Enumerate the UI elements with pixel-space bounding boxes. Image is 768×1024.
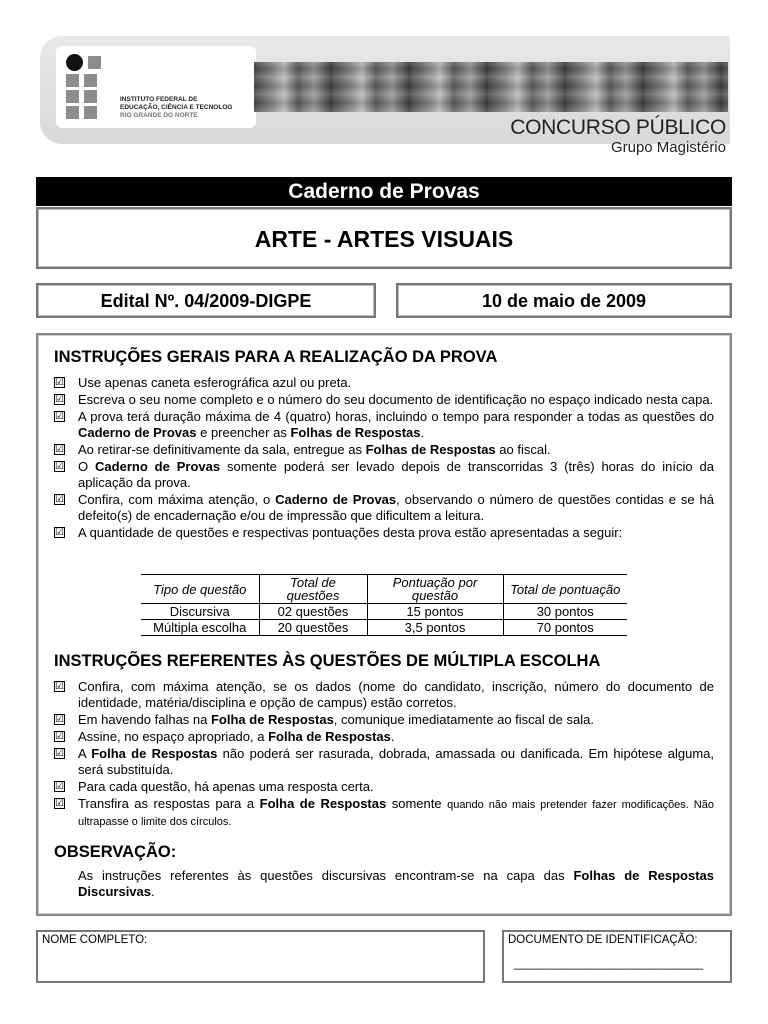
observation-heading: OBSERVAÇÃO: [54, 843, 177, 861]
list-item: ☑ Assine, no espaço apropriado, a Folha de Respostas. [55, 729, 395, 744]
document-field-label: DOCUMENTO DE IDENTIFICAÇÃO: [508, 934, 698, 946]
list-item: ☑ Use apenas caneta esferográfica azul ou preta. [55, 375, 352, 390]
table-row: Múltipla escolha 20 questões 3,5 pontos 70 pontos [141, 620, 627, 636]
grupo-subtitle: Grupo Magistério [610, 139, 726, 156]
list-item: ☑ Confira, com máxima atenção, o Caderno de Provas, observando o número de questões contidas e se há defeito(s) de encadernação e/ou de impressão que dificultem a leitura. [55, 492, 714, 523]
caderno-title: Caderno de Provas [36, 177, 732, 206]
list-item: ☑ Ao retirar-se definitivamente da sala, entregue as Folhas de Respostas ao fiscal. [55, 442, 551, 457]
list-item: ☑ A prova terá duração máxima de 4 (quatro) horas, incluindo o tempo para responder a todas as questões do Caderno de Provas e preencher as Folhas de Respostas. [55, 409, 714, 440]
list-item: ☑ Confira, com máxima atenção, se os dados (nome do candidato, inscrição, número do documento de identidade, matéria/disciplina e opção de campus) estão corretos. [55, 679, 714, 710]
logo-grid-icon [64, 52, 112, 122]
multiple-choice-heading: INSTRUÇÕES REFERENTES ÀS QUESTÕES DE MÚLTIPLA ESCOLHA [54, 652, 601, 670]
observation-text: As instruções referentes às questões discursivas encontram-se na capa das Folhas de Respostas Discursivas. [78, 868, 714, 899]
concurso-title: CONCURSO PÚBLICO [510, 116, 726, 139]
checkbox-icon: ☑ [55, 781, 64, 792]
list-item: ☑ Para cada questão, há apenas uma resposta certa. [55, 779, 374, 794]
document-field[interactable] [502, 930, 732, 983]
list-item: ☑ A Folha de Respostas não poderá ser rasurada, dobrada, amassada ou danificada. Em hipótese alguma, será substituída. [55, 746, 714, 777]
multiple-choice-list [54, 679, 714, 831]
list-item: ☑ Transfira as respostas para a Folha de Respostas somente quando não mais pretender fazer modificações. Não ultrapasse o limite dos círculos. [55, 796, 714, 828]
list-item: ☑ Escreva o seu nome completo e o número do seu documento de identificação no espaço indicado nesta capa. [55, 392, 714, 407]
checkbox-icon: ☑ [55, 681, 64, 692]
checkbox-icon: ☑ [55, 494, 64, 505]
photo-strip-image [254, 62, 728, 112]
subject-title: ARTE - ARTES VISUAIS [36, 207, 732, 269]
list-item: ☑ A quantidade de questões e respectivas pontuações desta prova estão apresentadas a seguir: [55, 525, 623, 540]
table-header: Total de pontuação [503, 575, 627, 604]
checkbox-icon: ☑ [55, 731, 64, 742]
checkbox-icon: ☑ [55, 461, 64, 472]
checkbox-icon: ☑ [55, 394, 64, 405]
list-item: ☑ Em havendo falhas na Folha de Respostas, comunique imediatamente ao fiscal de sala. [55, 712, 594, 727]
list-item: ☑ O Caderno de Provas somente poderá ser levado depois de transcorridas 3 (três) horas do início da aplicação da prova. [55, 459, 714, 490]
name-field[interactable] [36, 930, 485, 983]
name-field-label: NOME COMPLETO: [42, 934, 148, 946]
table-header: Tipo de questão [141, 575, 259, 604]
checkbox-icon: ☑ [55, 714, 64, 725]
table-row: Discursiva 02 questões 15 pontos 30 pontos [141, 604, 627, 620]
checkbox-icon: ☑ [55, 411, 64, 422]
checkbox-icon: ☑ [55, 798, 64, 809]
general-instructions-heading: INSTRUÇÕES GERAIS PARA A REALIZAÇÃO DA PROVA [54, 348, 498, 366]
document-line: ________________________________ [514, 958, 703, 970]
general-instructions-list [54, 375, 714, 542]
checkbox-icon: ☑ [55, 748, 64, 759]
institution-name: INSTITUTO FEDERAL DE EDUCAÇÃO, CIÊNCIA E TECNOLOG RIO GRANDE DO NORTE [120, 96, 233, 119]
score-table [141, 574, 627, 636]
edital-number: Edital Nº. 04/2009-DIGPE [36, 283, 376, 318]
table-header: Pontuação por questão [367, 575, 503, 604]
checkbox-icon: ☑ [55, 527, 64, 538]
table-header: Total de questões [259, 575, 367, 604]
exam-date: 10 de maio de 2009 [396, 283, 732, 318]
checkbox-icon: ☑ [55, 377, 64, 388]
checkbox-icon: ☑ [55, 444, 64, 455]
